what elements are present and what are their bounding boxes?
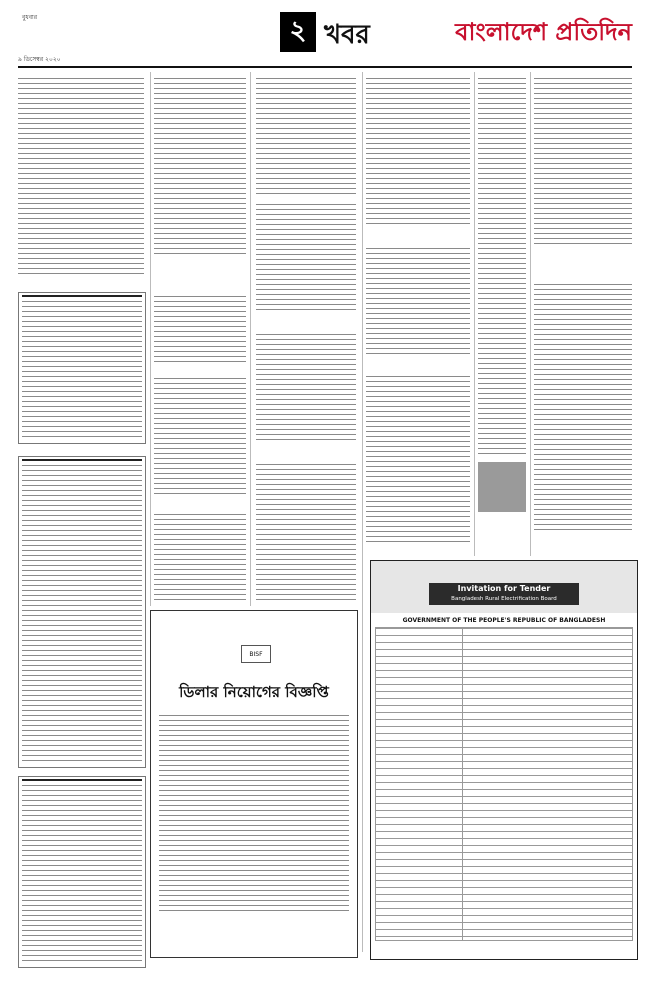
classified-title (22, 459, 142, 461)
story-body (534, 284, 632, 534)
column-rule (530, 72, 531, 556)
story-body (18, 78, 144, 276)
story-col2-third (154, 374, 246, 498)
paper-logo (455, 14, 632, 54)
story-col5 (478, 74, 526, 512)
tender-banner (371, 561, 637, 613)
story-body (154, 78, 246, 258)
dealer-ad-body (159, 715, 349, 915)
classified-title (22, 295, 142, 297)
story-center-fourth (256, 460, 356, 604)
story-body (256, 464, 356, 604)
story-body (256, 204, 356, 314)
story-center-second (256, 200, 356, 314)
tender-title-bar (429, 583, 579, 605)
story-center-third (256, 330, 356, 444)
classified-body (22, 301, 142, 441)
page-number: ২ (280, 12, 316, 52)
story-right-second (534, 280, 632, 534)
story-body (366, 248, 470, 358)
story-body (478, 78, 526, 458)
paper-name: বাংলাদেশ প্রতিদিন (455, 17, 632, 46)
classified-box (18, 456, 146, 768)
story-body (154, 514, 246, 600)
story-col4-second (366, 244, 470, 358)
tender-table (375, 627, 633, 941)
classified-title (22, 779, 142, 781)
classified-box (18, 292, 146, 444)
bisf-logo: BISF (241, 645, 271, 663)
story-body (154, 378, 246, 498)
column-rule (150, 72, 151, 606)
tender-gov-line: GOVERNMENT OF THE PEOPLE'S REPUBLIC OF BANGLADESH (402, 617, 606, 624)
story-body (534, 78, 632, 248)
story-photo (478, 462, 526, 512)
story-body (366, 376, 470, 546)
story-right-lead (534, 74, 632, 248)
story-body (366, 78, 470, 228)
classified-body (22, 785, 142, 965)
tender-org: Bangladesh Rural Electrification Board (451, 596, 557, 602)
column-rule (362, 72, 363, 952)
classified-box (18, 776, 146, 968)
story-col2-fourth (154, 510, 246, 600)
column-rule (474, 72, 475, 556)
story-col4-lead (366, 74, 470, 228)
masthead (18, 10, 632, 68)
tender-notice (370, 560, 638, 960)
story-body (256, 334, 356, 444)
classified-body (22, 465, 142, 765)
tender-heading: Invitation for Tender (457, 584, 551, 593)
story-col2-second (154, 292, 246, 366)
section-name: খবর (324, 20, 370, 50)
date-line: ৯ ডিসেম্বর ২০২০ (18, 56, 61, 63)
dealer-ad (150, 610, 358, 958)
dealer-ad-title: ডিলার নিয়োগের বিজ্ঞপ্তি (179, 683, 329, 701)
story-left-lead (18, 74, 144, 276)
story-col2-lead (154, 74, 246, 258)
story-col4-third (366, 372, 470, 546)
story-center-lead (256, 74, 356, 198)
masthead-rule (18, 66, 632, 68)
story-body (256, 78, 356, 198)
story-body (154, 296, 246, 366)
day-name: বুধবার (22, 14, 38, 21)
column-rule (250, 72, 251, 606)
